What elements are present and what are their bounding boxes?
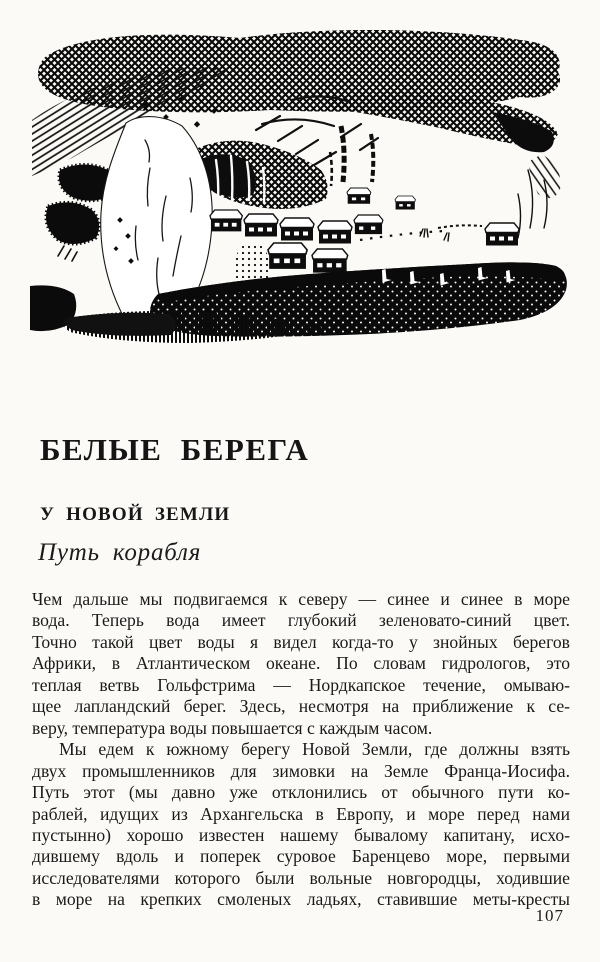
text-line: Африки, в Атлантическом океане. По словам гидрологов, это — [32, 653, 570, 674]
chapter-illustration — [30, 28, 570, 358]
text-line: Точно такой цвет воды я видел когда-то у знойных берегов — [32, 631, 570, 652]
chapter-title: БЕЛЫЕ БЕРЕГА — [40, 432, 310, 467]
text-line: теплая ветвь Гольфстрима — Нордкапское течение, омываю- — [32, 674, 570, 695]
text-line: двух промышленников для зимовки на Земле Франца-Иосифа. — [32, 760, 570, 781]
subsection-heading: Путь корабля — [38, 539, 202, 566]
text-line: раблей, идущих из Архангельска в Европу, и море перед нами — [32, 803, 570, 824]
text-line: щее лапландский берег. Здесь, несмотря на приближение к се- — [32, 696, 570, 717]
paragraph — [32, 589, 570, 739]
arctic-shore-engraving-image — [30, 28, 570, 358]
section-heading: У НОВОЙ ЗЕМЛИ — [40, 504, 231, 525]
body-text — [32, 589, 570, 911]
text-line: в море на крепких смоленых ладьях, ставившие меты-кресты — [32, 889, 570, 910]
text-line: Путь этот (мы давно уже отклонились от обычного пути ко- — [32, 782, 570, 803]
text-line: Мы едем к южному берегу Новой Земли, где должны взять — [59, 739, 570, 760]
paragraph — [32, 739, 570, 911]
text-line: пустынно) хорошо известен нашему бывалому капитану, исхо- — [32, 824, 570, 845]
text-line: дившему вдоль и поперек суровое Баренцево море, первыми — [32, 846, 570, 867]
page-number: 107 — [535, 906, 564, 925]
text-line: вода. Теперь вода имеет глубокий зеленовато-синий цвет. — [32, 610, 570, 631]
text-line: исследователями которого были вольные новгородцы, ходившие — [32, 867, 570, 888]
text-line: Чем дальше мы подвигаемся к северу — синее и синее в море — [32, 589, 570, 609]
text-line: веру, температура воды повышается с каждым часом. — [32, 717, 433, 738]
